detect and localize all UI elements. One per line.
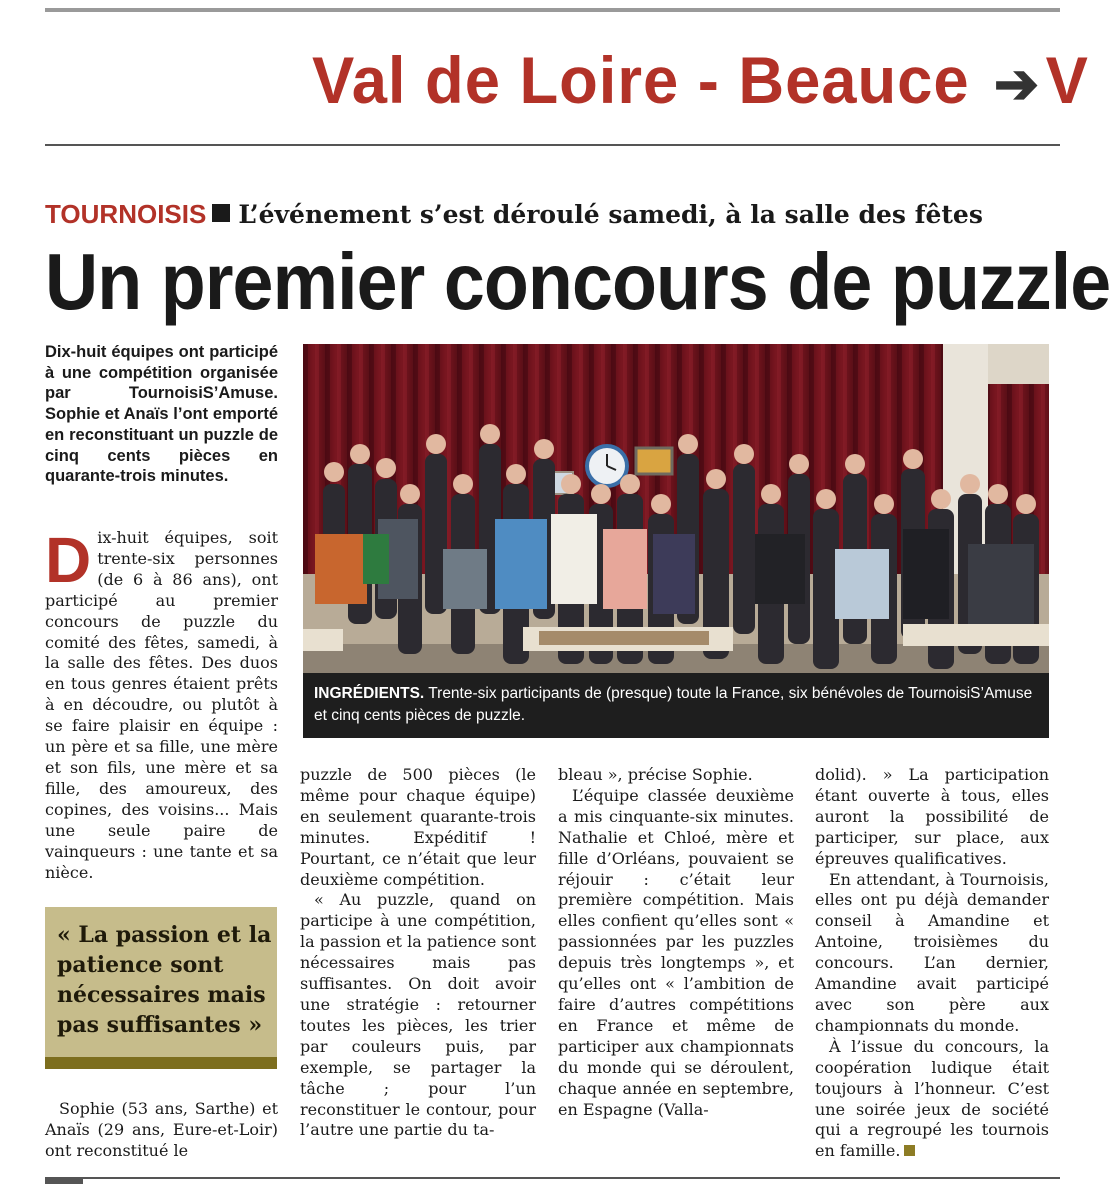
paragraph-final <box>815 1037 1049 1162</box>
headline: Un premier concours de puzzle <box>45 237 1110 326</box>
section-title-next: V <box>1045 43 1089 117</box>
pull-quote: « La passion et la patience sont nécessaires mais pas suffisantes » <box>57 922 272 1038</box>
kicker <box>45 199 983 230</box>
paragraph: ix-huit équipes, soit trente-six personnes (de 6 à 86 ans), ont participé au premier concours de puzzle du comité des fêtes, samedi, à la salle des fêtes. Des duos en tous genres étaient prêts à en découdre, ou plutôt à se faire plaisir en équipe : un père et sa fille, une mère et son fils, une mère et sa fille, des amoureux, des copines, des voisins... Mais une seule paire de vainqueurs : une tante et sa nièce. <box>45 528 278 882</box>
article-column-1-end <box>45 1099 278 1162</box>
paragraph: En attendant, à Tournoisis, elles ont pu déjà demander conseil à Amandine et Antoine, troisièmes du concours. L’an dernier, Amandine avait participé avec son père aux championnats du monde. <box>815 869 1049 1035</box>
end-mark-icon <box>904 1145 915 1156</box>
paragraph: Sophie (53 ans, Sarthe) et Anaïs (29 ans, Eure-et-Loir) ont reconstitué le <box>45 1099 278 1160</box>
arrow-right-icon: ➔ <box>993 52 1040 115</box>
group-photo-illustration <box>303 344 1049 673</box>
square-bullet-icon <box>212 204 230 222</box>
article-column-1 <box>45 524 278 883</box>
top-rule <box>45 8 1060 12</box>
bottom-rule <box>45 1177 1060 1179</box>
caption-label: INGRÉDIENTS. <box>314 685 425 702</box>
article-column-2 <box>300 765 536 1141</box>
drop-cap: D <box>45 524 92 596</box>
kicker-deck: L’événement s’est déroulé samedi, à la salle des fêtes <box>238 200 983 229</box>
section-header <box>312 40 1089 124</box>
paragraph: L’équipe classée deuxième a mis cinquante-six minutes. Nathalie et Chloé, mère et fille d’Orléans, pouvaient se réjouir : c’était leur première compétition. Mais elles confient qu’elles sont « passionnées par les puzzles depuis très longtemps », et qu’elles ont « l’ambition de faire d’autres compétitions en France et même de participer aux championnats du monde qui se déroulent, chaque année en septembre, en Espagne (Valla- <box>558 785 794 1119</box>
header-rule <box>45 144 1060 146</box>
bottom-tab <box>45 1178 83 1184</box>
paragraph: puzzle de 500 pièces (le même pour chaque équipe) en seulement quarante-trois minutes. Expéditif ! Pourtant, ce n’était que leur deuxième compétition. <box>300 765 536 889</box>
paragraph: dolid). » La participation étant ouverte à tous, elles auront la possibilité de participer, sur place, aux épreuves qualificatives. <box>815 765 1049 868</box>
section-title: Val de Loire - Beauce <box>312 43 970 117</box>
lead-paragraph: Dix-huit équipes ont participé à une compétition organisée par TournoisiS’Amuse. Sophie et Anaïs l’ont emporté en reconstituant un puzzle de cinq cents pièces en quarante-trois minutes. <box>45 343 278 486</box>
article-column-4 <box>815 765 1049 1162</box>
caption-text: Trente-six participants de (presque) toute la France, six bénévoles de TournoisiS’Amuse et cinq cents pièces de puzzle. <box>314 685 1033 724</box>
photo-caption <box>314 683 1042 727</box>
article-column-3 <box>558 765 794 1120</box>
group-photo <box>303 344 1049 673</box>
kicker-place: TOURNOISIS <box>45 199 207 229</box>
paragraph: « Au puzzle, quand on participe à une compétition, la passion et la patience sont nécessaires mais pas suffisantes. On doit avoir une stratégie : retourner toutes les pièces, les trier par couleurs puis, par exemple, se partager la tâche ; pour l’un reconstituer le contour, pour l’autre une partie du ta- <box>300 890 537 1140</box>
paragraph-text: À l’issue du concours, la coopération ludique était toujours à l’honneur. C’est une soirée jeux de société qui a regroupé les tournois en famille. <box>815 1036 1049 1161</box>
pull-quote-bar <box>45 1057 277 1069</box>
paragraph: bleau », précise Sophie. <box>558 765 753 784</box>
